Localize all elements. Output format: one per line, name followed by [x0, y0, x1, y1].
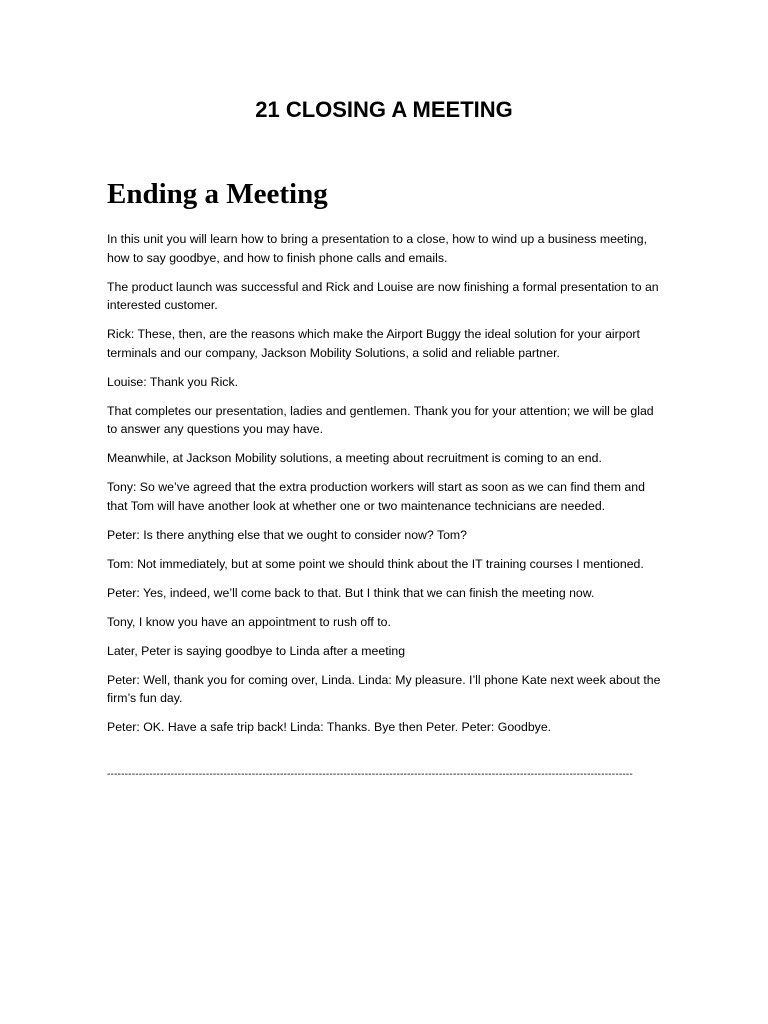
paragraph-tom-dialogue: Tom: Not immediately, but at some point we should think about the IT training courses I mentioned. [107, 556, 644, 571]
paragraph-goodbye-dialogue: Peter: OK. Have a safe trip back! Linda: Thanks. Bye then Peter. Peter: Goodbye. [107, 720, 552, 734]
paragraph-louise-dialogue: Louise: Thank you Rick. [107, 374, 239, 389]
paragraph-tony-appointment: Tony, I know you have an appointment to rush off to. [107, 614, 391, 629]
paragraph-rick-dialogue: Rick: These, then, are the reasons which make the Airport Buggy the ideal solution for your airport terminals and our company, Jackson Mobility Solutions, a solid and reliable partner. [107, 327, 640, 360]
paragraph-peter-finish: Peter: Yes, indeed, we’ll come back to that. But I think that we can finish the meeting now. [107, 585, 595, 600]
paragraph-peter-linda-dialogue: Peter: Well, thank you for coming over, Linda. Linda: My pleasure. I’ll phone Kate next week about the firm’s fun day. [107, 672, 661, 705]
paragraph-product-launch: The product launch was successful and Rick and Louise are now finishing a formal presentation to an interested customer. [107, 279, 659, 312]
section-heading: Ending a Meeting [107, 178, 328, 210]
paragraph-meeting-ending: Meanwhile, at Jackson Mobility solutions, a meeting about recruitment is coming to an end. [107, 451, 602, 465]
body-text [107, 230, 663, 747]
dashed-divider: ----------------------------------------------------------------------------------------------------------------------------------------------------- [107, 769, 633, 780]
paragraph-peter-question: Peter: Is there anything else that we ought to consider now? Tom? [107, 527, 468, 542]
paragraph-tony-dialogue: Tony: So we’ve agreed that the extra production workers will start as soon as we can find them and that Tom will have another look at whether one or two maintenance technicians are needed. [107, 480, 645, 513]
paragraph-presentation-close: That completes our presentation, ladies and gentlemen. Thank you for your attention; we will be glad to answer any questions you may have. [107, 403, 654, 436]
paragraph-intro: In this unit you will learn how to bring a presentation to a close, how to wind up a business meeting, how to say goodbye, and how to finish phone calls and emails. [107, 232, 648, 265]
paragraph-goodbye-scene: Later, Peter is saying goodbye to Linda after a meeting [107, 643, 406, 658]
unit-title: 21 CLOSING A MEETING [255, 97, 513, 122]
